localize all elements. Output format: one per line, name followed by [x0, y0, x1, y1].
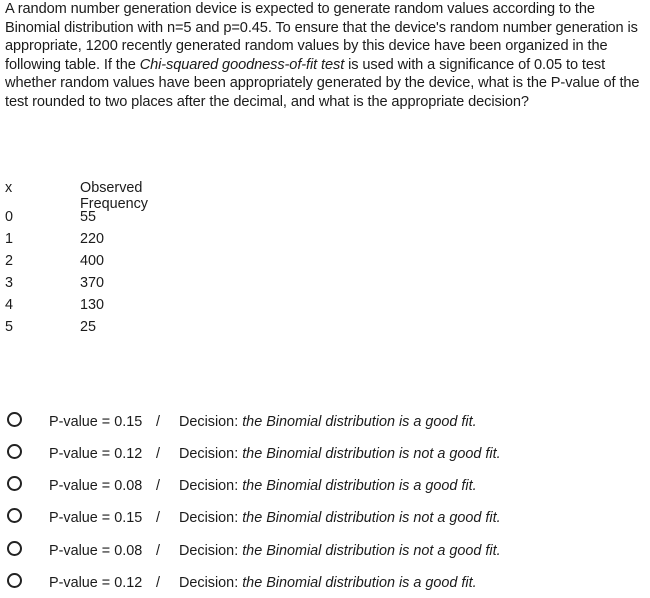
decision-text: the Binomial distribution is a good fit. [242, 575, 477, 591]
cell-frequency: 400 [80, 253, 105, 269]
option-separator: / [156, 575, 160, 591]
decision-label: Decision: [179, 543, 243, 559]
decision-label: Decision: [179, 478, 243, 494]
question-part-1: A random number generation device is expected to generate random values according to the Binomial distribution with n=5 and p=0.45. To ensure that the device's random number generation is appropriate, 1200 recently generated random values by this device have been organized in the following table. If the [5, 1, 638, 73]
option-decision [179, 510, 501, 526]
option-separator: / [156, 543, 160, 559]
option-decision [179, 446, 501, 462]
radio-button[interactable] [7, 412, 22, 427]
option-separator: / [156, 478, 160, 494]
cell-x: 2 [5, 253, 14, 269]
header-x: x [5, 180, 13, 196]
option-decision [179, 543, 501, 559]
option-pvalue: P-value = 0.12 [49, 446, 143, 462]
radio-button[interactable] [7, 541, 22, 556]
option-pvalue: P-value = 0.15 [49, 414, 143, 430]
question-test-name: Chi-squared goodness-of-fit test [139, 56, 345, 73]
cell-frequency: 55 [80, 209, 97, 225]
decision-label: Decision: [179, 510, 243, 526]
cell-x: 1 [5, 231, 14, 247]
header-frequency: Observed Frequency [80, 180, 148, 212]
answer-option[interactable] [0, 503, 640, 533]
option-decision [179, 478, 477, 494]
cell-frequency: 25 [80, 319, 97, 335]
decision-label: Decision: [179, 575, 243, 591]
question-text [5, 0, 647, 112]
option-decision [179, 575, 477, 591]
question-part-2: is used with a significance of 0.05 to test whether random values have been appropriately generated by the device, what is the P-value of the test rounded to two places after the decimal, and what is the appropriate decision? [5, 56, 640, 110]
option-separator: / [156, 446, 160, 462]
cell-frequency: 220 [80, 231, 105, 247]
option-decision [179, 414, 477, 430]
decision-label: Decision: [179, 446, 243, 462]
cell-frequency: 370 [80, 275, 105, 291]
option-pvalue: P-value = 0.08 [49, 543, 143, 559]
cell-x: 4 [5, 297, 14, 313]
cell-x: 0 [5, 209, 14, 225]
answer-option[interactable] [0, 568, 640, 598]
option-separator: / [156, 414, 160, 430]
option-pvalue: P-value = 0.08 [49, 478, 143, 494]
radio-button[interactable] [7, 444, 22, 459]
radio-button[interactable] [7, 476, 22, 491]
radio-button[interactable] [7, 573, 22, 588]
cell-frequency: 130 [80, 297, 105, 313]
option-pvalue: P-value = 0.12 [49, 575, 143, 591]
answer-option[interactable] [0, 471, 640, 501]
option-pvalue: P-value = 0.15 [49, 510, 143, 526]
decision-text: the Binomial distribution is not a good fit. [242, 510, 501, 526]
cell-x: 5 [5, 319, 14, 335]
decision-text: the Binomial distribution is a good fit. [242, 478, 477, 494]
answer-option[interactable] [0, 536, 640, 566]
decision-text: the Binomial distribution is a good fit. [242, 414, 477, 430]
option-separator: / [156, 510, 160, 526]
decision-text: the Binomial distribution is not a good fit. [242, 446, 501, 462]
answer-option[interactable] [0, 439, 640, 469]
decision-label: Decision: [179, 414, 243, 430]
cell-x: 3 [5, 275, 14, 291]
answer-option[interactable] [0, 407, 640, 437]
radio-button[interactable] [7, 508, 22, 523]
decision-text: the Binomial distribution is not a good fit. [242, 543, 501, 559]
